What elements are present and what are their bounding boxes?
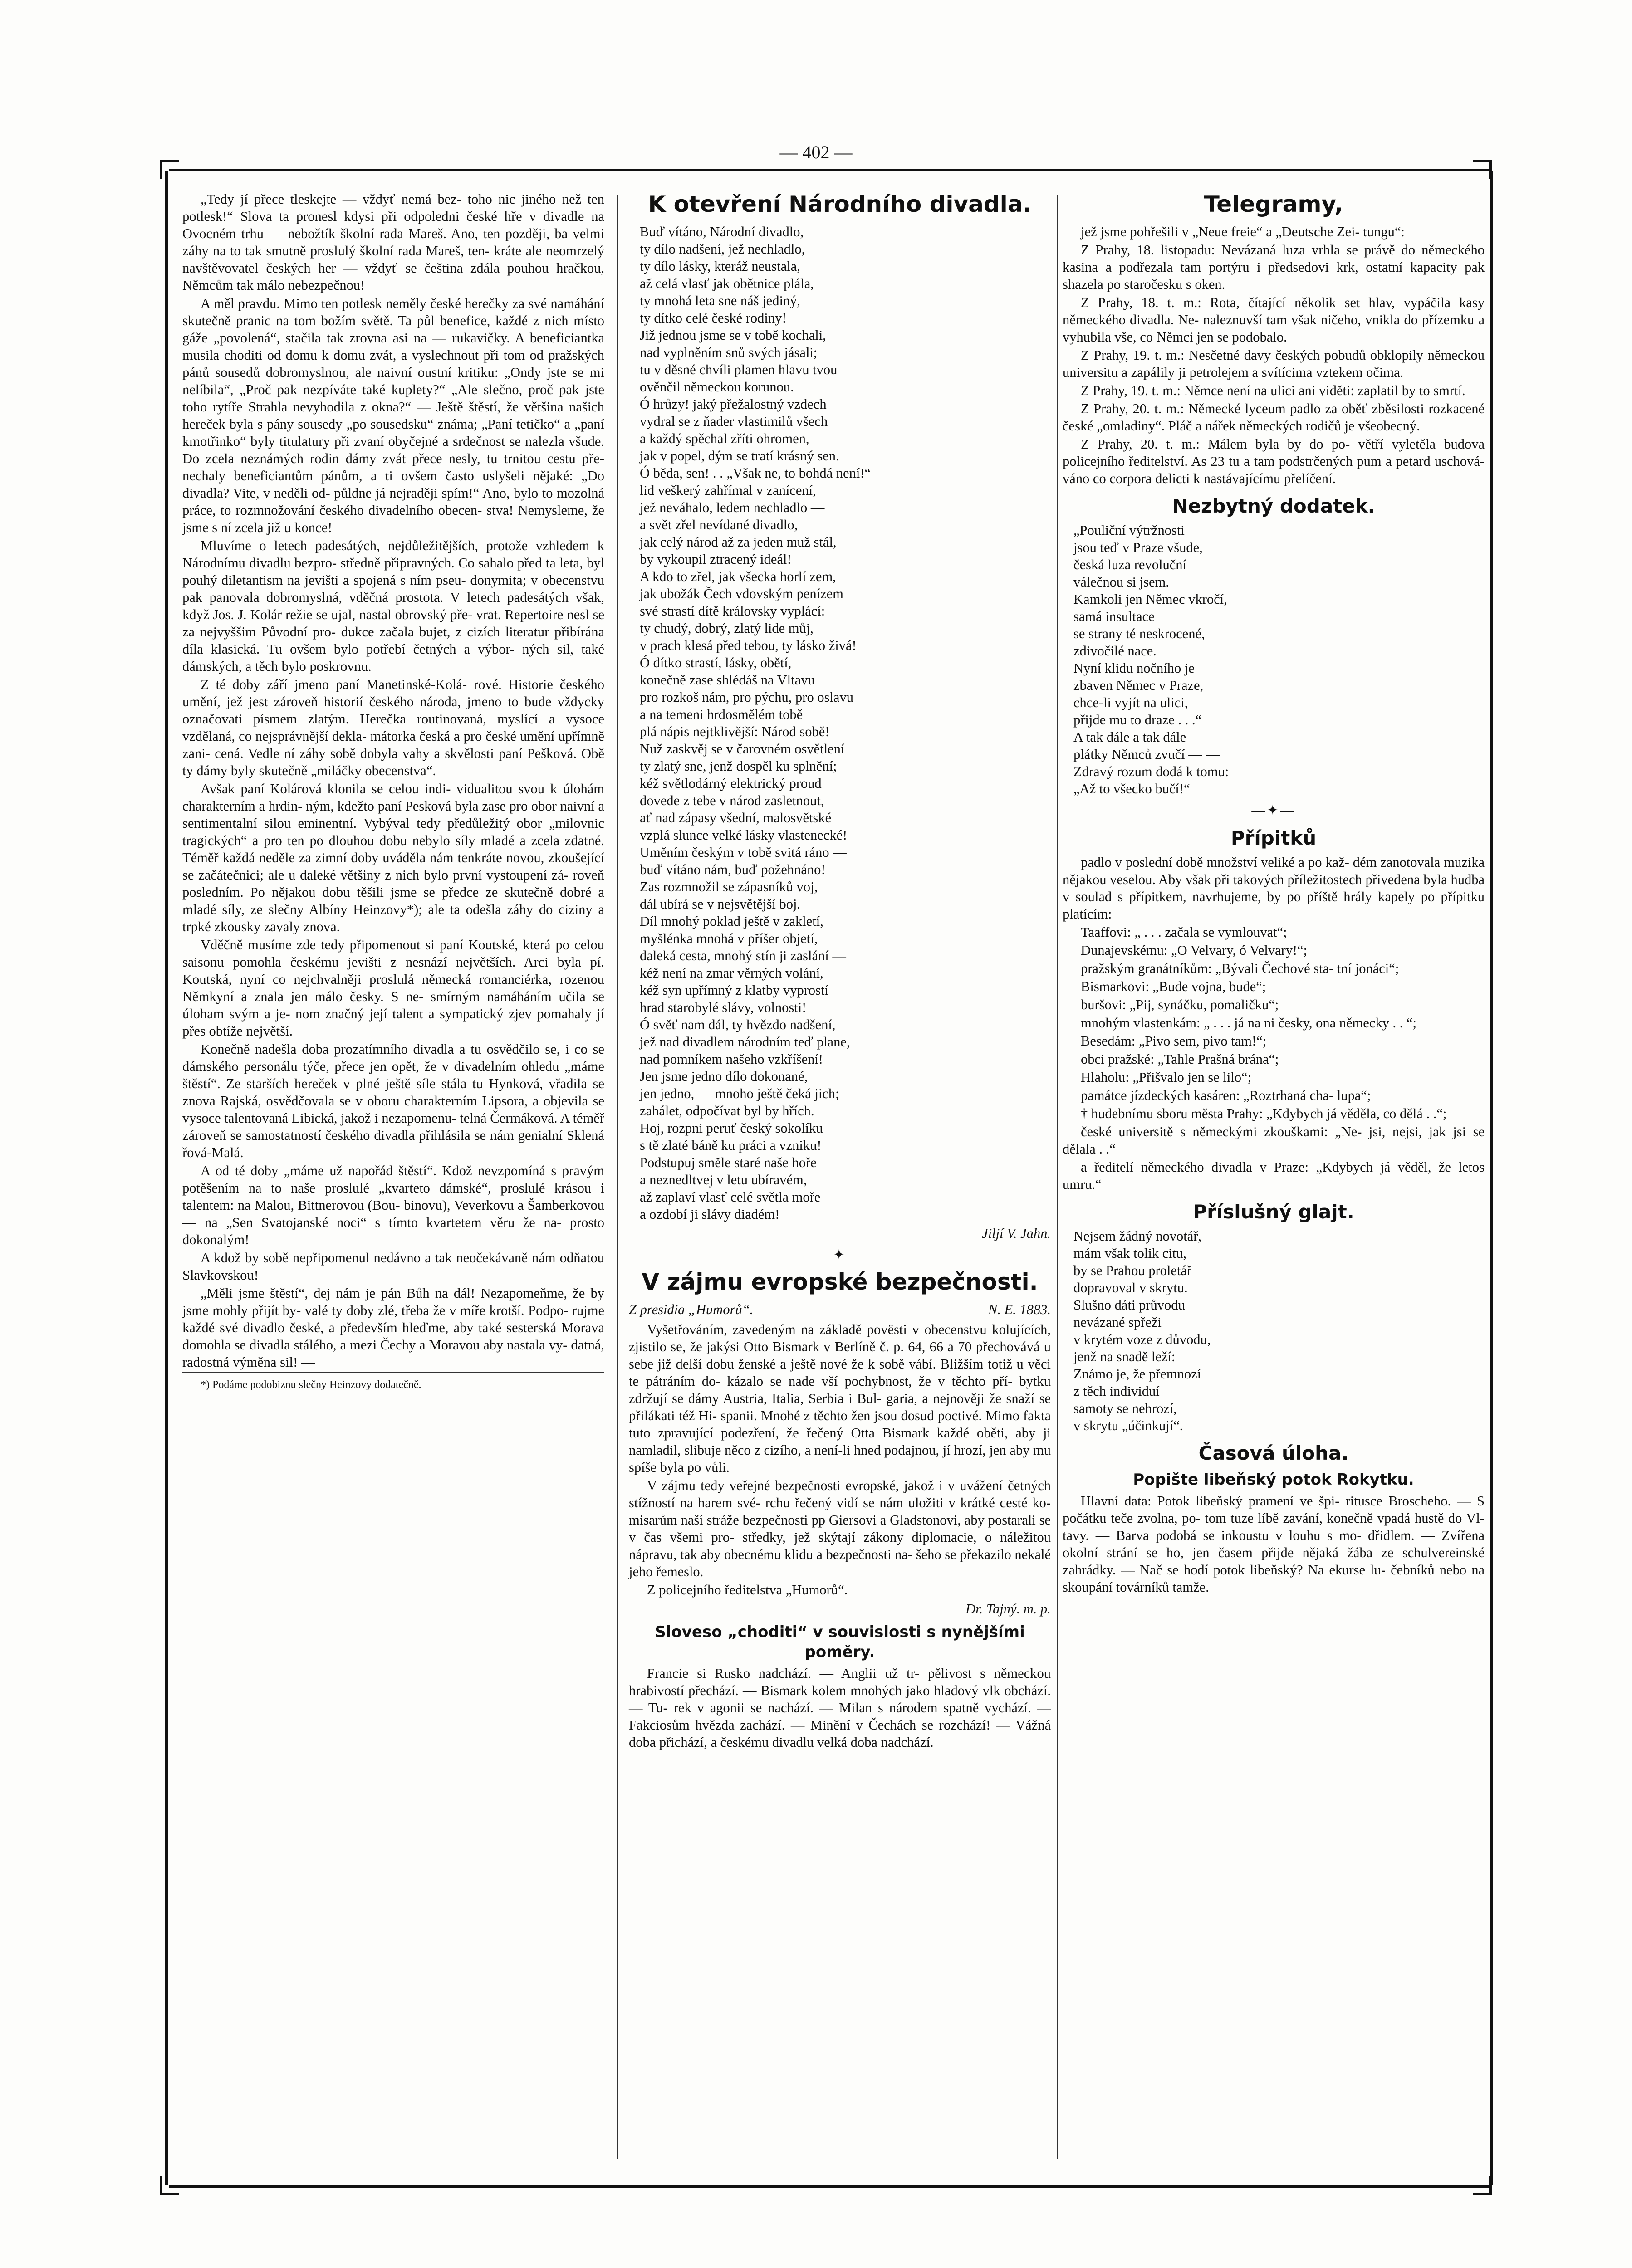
frame-corner-ornament	[160, 160, 179, 179]
article-paragraph: „Tedy jí přece tleskejte — vždyť nemá bez- toho nic jiného než ten potlesk!“ Slova ta pronesl kdysi při odpoledni české hře v divadle na Ovocném trhu — nebožtík školní rada Mareš. Ano, ten později, ba velmi záhy na to tak smutně proslulý školní rada Mareš, ten- kráte ale neomrzelý navštěvovatel českých her — vždyť se čeština zdála pouhou hračkou, Němcům tak málo nebezpečnou!	[182, 191, 604, 293]
toast-item: obci pražské: „Tahle Prašná brána“;	[1081, 1051, 1279, 1067]
section-title: V zájmu evropské bezpečnosti.	[642, 1269, 1038, 1295]
article-paragraph: padlo v poslední době množství veliké a po kaž- dém zanotovala muzika nějakou veselou. Aby však při takových příležitostech přivedena byla hudba v soulad s přípitkem, navrhujeme, by po příště hrály kapely po přípitku platícím:	[1063, 855, 1485, 922]
toast-item: Taaffovi: „ . . . začala se vymlouvat“;	[1081, 924, 1287, 940]
article-paragraph: Vyšetřováním, zavedeným na základě povësti v obecenstvu kolujících, zjistilo se, že jakýsi Otto Bismark v Berlíně č. p. 64, 66 a 70 přechovává u sebe již delší dobu ženské a ještě nové že k sobě vábí. Bližším totiž u věci te pátráním do- kázalo se nade vší pochybnost, že v těchto pří- bytku zdržují se dámy Austria, Italia, Serbia i Bul- garia, a nejnověji že snaží se přilákati též Hi- spanii. Mnohé z těchto žen jsou dosud poctivé. Mimo fakta tuto zpravující podezření, že řečený Otta Bismark každé oběti, aby ji namladil, slibuje něco z cizího, a není-li hned podajnou, jí hrozí, jen aby mu spíše byla po vůli.	[629, 1322, 1051, 1475]
article-paragraph: „Měli jsme štěstí“, dej nám je pán Bůh na dál! Nezapomeňme, že by jsme mohly přijít by- valé ty doby zlé, třeba že v míře krotší. Podpo- rujme každé své divadlo české, a především hleďme, aby také sesterská Morava domohla se divadla stálého, a mezi Čechy a Moravou aby nastala vy- datná, radostná výměna sil! —	[182, 1286, 604, 1370]
column-divider	[1057, 195, 1058, 2159]
section-signature: Z policejního ředitelstva „Humorů“.	[647, 1582, 848, 1598]
column-divider	[617, 195, 618, 2159]
telegram-item: Z Prahy, 18. t. m.: Rota, čítající několik set hlav, vypáčila kasy německého divadla. Ne- naleznuvší tam však ničeho, vnikla do přízemku a vyhubila vše, co Němci jen se podobalo.	[1063, 295, 1485, 345]
article-paragraph: V zájmu tedy veřejné bezpečnosti evropské, jakož i v uvážení četných stížností na harem své- rchu řečený vidí se nám uložiti v krátké cesté ko- misarům naší stráže bezpečnosti pp Giersovi a Gladstonovi, aby postarali se v čas všemi pro- středky, jež skýtají zákony diplomacie, o náležitou nápravu, tak aby obecnému klidu a bezpečnosti na- šeho se překazilo nekalé jeho řemeslo.	[629, 1478, 1051, 1579]
section-title: Přípitků	[1230, 827, 1317, 849]
article-paragraph: Vděčně musíme zde tedy připomenout si paní Koutské, která po celou saisonu pomohla českému jevišti z nesnází největších. Arci byla pí. Koutská, nyní co nejchvalněji proslulá německá romanciérka, rozenou Němkyní a znala jen málo česky. S ne- smírným namáháním učila se úloham svým a je- nom značný její talent a sympatický zjev pomahaly jí přes obtíže největší.	[182, 937, 604, 1039]
toast-item: Hlaholu: „Přišvalo jen se lilo“;	[1081, 1070, 1252, 1085]
telegram-item: Z Prahy, 20. t. m.: Německé lyceum padlo za oběť zběsilosti rozkacené české „omladiny“. Pláč a nářek německých rodičů je všeobecný.	[1063, 401, 1485, 434]
frame-corner-ornament	[1473, 160, 1492, 179]
section-signer: Dr. Tajný. m. p.	[965, 1601, 1051, 1617]
frame-corner-ornament	[160, 2176, 179, 2195]
section-title: Příslušný glajt.	[1193, 1201, 1354, 1223]
article-paragraph: A od té doby „máme už napořád štěstí“. Kdož nevzpomíná s pravým potěšením na to naše proslulé „kvarteto dámské“, proslulé krásou i talentem: na Malou, Bittnerovou (Bou- binovu), Veverkovu a Šamberkovou — na „Sen Svatojanské noci“ s tímto kvartetem věru že na- prosto dokonalým!	[182, 1163, 604, 1247]
poem-body: Buď vítáno, Národní divadlo, ty dílo nadšení, jež nechladlo, ty dílo lásky, kteráž neustala, až celá vlasť jak obětnice plála, ty mnohá leta sne náš jediný, ty dítko celé české rodiny! Již jednou jsme se v tobě kochali, nad vyplněním snů svých jásali; tu v děsné chvíli plamen hlavu tvou ověnčil německou korunou. Ó hrůzy! jaký přežalostný vzdech vydral se z ňader vlastimilů všech a každý spěchal zříti ohromen, jak v popel, dým se tratí krásný sen. Ó běda, sen! . . „Však ne, to bohdá není!“ lid veškerý zahřímal v zanícení, jež neváhalo, ledem nechladlo — a svět zřel nevídané divadlo, jak celý národ až za jeden muž stál, by vykoupil ztracený ideál! A kdo to zřel, jak všecka horlí zem, jak ubožák Čech vdovským penízem své strastí dítě královsky vyplácí: ty chudý, dobrý, zlatý lide můj, v prach klesá před tebou, ty lásko živá! Ó dítko strastí, lásky, obětí, konečně zase shlédáš na Vltavu pro rozkoš nám, pro pýchu, pro oslavu a na temeni hrdosmělém tobě plá nápis nejtklivější: Národ sobě! Nuž zaskvěj se v čarovném osvětlení ty zlatý sne, jenž dospěl ku splnění; kéž světlodárný elektrický proud dovede z tebe v národ zasletnout, ať nad zápasy všední, malosvětské vzplá slunce velké lásky vlastenecké! Uměním českým v tobě svitá ráno — buď vítáno nám, buď požehnáno! Zas rozmnožil se zápasníků voj, dál ubírá se v nejsvětější boj. Díl mnohý poklad ještě v zakletí, myšlénka mnohá v příšer objetí, daleká cesta, mnohý stín ji zaslání — kéž není na zmar věrných volání, kéž syn upřímný z klatby vyprostí hrad starobylé slávy, volnosti! Ó svěť nam dál, ty hvězdo nadšení, jež nad divadlem národním teď plane, nad pomníkem našeho vzkříšení! Jen jsme jedno dílo dokonané, jen jedno, — mnoho ještě čeká jich; zahálet, odpočívat byl by hřích. Hoj, rozpni peruť český sokolíku s tě zlaté báně ku práci a vzniku! Podstupuj směle staré naše hoře a neznedltvej v letu ubíravém, až zaplaví vlasť celé světla moře a ozdobí ji slávy diadém!	[640, 224, 871, 1222]
section-number: N. E. 1883.	[988, 1302, 1051, 1317]
telegram-item: Z Prahy, 19. t. m.: Němce není na ulici ani viděti: zaplatil by to smrtí.	[1081, 383, 1465, 398]
toast-item: Besedám: „Pivo sem, pivo tam!“;	[1081, 1033, 1267, 1049]
footnote: *) Podáme podobiznu slečny Heinzovy dodatečně.	[182, 1372, 604, 1393]
telegram-item: Z Prahy, 19. t. m.: Nesčetné davy českých pobudů obklopily německou universitu a zapálily ji petrolejem a svítícima vztekem očima.	[1063, 347, 1485, 380]
poem-title: K otevření Národního divadla.	[648, 191, 1032, 217]
section-ornament: —✦—	[818, 1247, 862, 1262]
section-subtitle: Popište libeňský potok Rokytku.	[1133, 1471, 1414, 1489]
column-right	[1063, 191, 1485, 1597]
article-paragraph: Mluvíme o letech padesátých, nejdůležitějších, protože vzhledem k Národnímu divadlu bezpro- středně připravných. Co sahalo před ta leta, byl pouhý diletantism na jevišti a spojená s ním pseu- donymita; v obecenstvu pak panovala dobromyslná, vděčná prostota. V letech padesátých však, když Jos. J. Kolár režie se ujal, nastal obrovský pře- vrat. Repertoire nesl se za nejvyššim Původní pro- dukce začala bujet, z cizích literatur přibírána díla klasická. Tu ovšem bylo potřebí četných a výbor- ných sil, také dámských, a těch bylo poskrovnu.	[182, 538, 604, 674]
telegram-item: Z Prahy, 20. t. m.: Málem byla by do po- větří vyletěla budova policejního ředitelství. As 23 tu a tam podstrčených pum a petard uschová- váno co corpora delicti k nastávajícímu přelíčení.	[1063, 436, 1485, 486]
poem-author: Jiljí V. Jahn.	[982, 1226, 1051, 1241]
article-paragraph: Avšak paní Kolárová klonila se celou indi- vidualitou svou k úlohám charakterním a hrdin- ným, kdežto paní Pesková byla zase pro obor naivní a sentimentalní silou eminentní. Vybýval tedy předůležitý obor „milovnic tragických“ a pro ten po dlouhou dobu nebylo síly mladé a zcela zdatné. Téměř každá neděle za zimní doby uváděla nám tenkráte novou, zkoušející se začátečnici; ale u daleké většiny z nich bylo první vystoupení zá- roveň posledním. Po nějakou dobu těšili jsme se předce ze skutečně dobré a mladé síly, ze slečny Albíny Heinzovy*); ale ta odešla záhy do ciziny a trpké zkousky zavaly znova.	[182, 781, 604, 934]
toast-item: památce jízdeckých kasáren: „Roztrhaná cha- lupa“;	[1081, 1088, 1371, 1103]
toast-item: české universitě s německými zkouškami: „Ne- jsi, nejsi, jak jsi se dělala . .“	[1063, 1124, 1485, 1157]
article-paragraph: Z té doby září jmeno paní Manetinské-Kolá- rové. Historie českého umění, jež jest zároveň historií českého národa, jmeno to bude vždycky označovati písmem zlatým. Herečka routinovaná, myslící a vysoce vzdělaná, co nejsprávnější dekla- mátorka česká a pro české umění upřímně zani- cená. Vedle ní záhy sobě dobyla vahy a skvělosti paní Pešková. Obě ty dámy byly skutečně „miláčky obecenstva“.	[182, 677, 604, 778]
toast-item: Bismarkovi: „Bude vojna, bude“;	[1081, 979, 1266, 994]
section-title: Nezbytný dodatek.	[1172, 495, 1375, 517]
telegram-item: Z Prahy, 18. listopadu: Nevázaná luza vrhla se právě do německého kasina a podřezala tam portýru i předsedovi krk, ostatní kapacity pak shazela po staročesku s oken.	[1063, 242, 1485, 292]
frame-corner-ornament	[1473, 2176, 1492, 2195]
toast-item: mnohým vlastenkám: „ . . . já na ni česky, ona německy . . “;	[1081, 1015, 1416, 1031]
toast-item: † hudebnímu sboru města Prahy: „Kdybych já věděla, co dělá . .“;	[1081, 1106, 1447, 1121]
toast-item: Dunajevskému: „O Velvary, ó Velvary!“;	[1081, 943, 1308, 958]
column-middle	[629, 191, 1051, 1752]
toast-item: pražským granátníkům: „Bývali Čechové sta- tní jonáci“;	[1081, 961, 1399, 976]
poem-body: Nejsem žádný novotář, mám však tolik citu, by se Prahou proletář dopravoval v skrytu. Slušno dáti průvodu nevázané spřeži v krytém voze z důvodu, jenž na snadě leží: Známo je, že přemnozí z těch individuí samoty se nehrozí, v skrytu „účinkují“.	[1073, 1228, 1211, 1433]
column-left-article	[182, 191, 604, 1394]
section-from: Z presidia „Humorů“.	[629, 1302, 754, 1317]
page-number: — 402 —	[779, 142, 853, 162]
article-paragraph: Hlavní data: Potok libeňský pramení ve špi- ritusce Broscheho. — S počátku teče zvolna, po- tom tuze líbě zavání, konečně vpadá hustě do Vl- tavy. — Barva podobá se inkoustu v louhu s mo- dřidlem. — Zvířena okolní strání se ho, jen časem přijde nějaká žába ze schulvereinské zahrádky. — Nač se hodí potok libeňský? Na ekurse lu- čebníků nebo na skoupání továrníků tamže.	[1063, 1493, 1485, 1595]
article-paragraph: Francie si Rusko nadchází. — Anglii už tr- pělivost s německou hrabivostí přechází. — Bismark kolem mnohých jako hladový vlk obchází. — Tu- rek v agonii se nachází. — Milan s národem spatně vychází. — Fakciosům hvězda zachází. — Minění v Čechách se rozchází! — Vážná doba přichází, a českému divadlu velká doba nadchází.	[629, 1666, 1051, 1750]
section-dateline	[629, 1301, 1051, 1318]
poem-body: „Pouliční výtržnosti jsou teď v Praze všude, česká luza revoluční válečnou si jsem. Kamkoli jen Němec vkročí, samá insultace se strany té neskrocené, zdivočilé nace. Nyní klidu nočního je zbaven Němec v Praze, chce-li vyjít na ulici, přijde mu to draze . . .“ A tak dále a tak dále plátky Němců zvučí — — Zdravý rozum dodá k tomu: „Až to všecko bučí!“	[1073, 523, 1229, 797]
toast-item: buršovi: „Pij, synáčku, pomaličku“;	[1081, 997, 1279, 1012]
article-paragraph: Konečně nadešla doba prozatímního divadla a tu osvědčilo se, i co se dámského personálu týče, přece jen opět, že v divadelním ohledu „máme štěstí“. Ze starších hereček v plné ještě síle stála tu Hynková, vřadila se znova Rajská, osvědčovala se v oboru charakterním Lipsora, a objevila se vysoce talentovaná Libická, jakož i nezapomenu- telná Čermáková. A téměř zároveň se samostatností českého divadla přihlásila se nám genialní Sklená řová-Malá.	[182, 1041, 604, 1160]
telegram-intro: jež jsme pohřešili v „Neue freie“ a „Deutsche Zei- tungu“:	[1081, 224, 1405, 240]
section-title: Časová úloha.	[1198, 1442, 1349, 1464]
section-ornament: —✦—	[1251, 803, 1296, 818]
article-paragraph: A měl pravdu. Mimo ten potlesk neměly české herečky za své namáhání skutečně pranic na tom božím světě. Ta půl benefice, každé z nich místo gáže „povolená“, stačila tak zrovna asi na — rukavičky. A beneficiantka musila choditi od domu k domu zvát, a vyslechnout při tom od pražských pánů sousedů dobromyslnou, ale naivní oustní kritiku: „Ondy jste se mi nelíbila“, „Proč pak nezpíváte také kuplety?“ „Ale slečno, proč pak jste toho rytíře Strahla nevyhodila z okna?“ — Ještě štěstí, že většina našich hereček byla s pány sousedy „po sousedsku“ známa; „Paní tetičko“ a „paní kmotřinko“ byly titulatury při zvaní obyčejné a srdečnost se nalezla všude. Do zcela neznámých rodin dámy zvát přece nesly, tu trnitou cestu pře- nechaly beneficiantům pánům, a ti ovšem často uslyšeli nějaké: „Do divadla? Vite, v neděli od- půldne já nejraději spím!“ Ano, bylo to mozolná práce, to rozmnožování českého divadelního obecen- stva! Nemysleme, že jsme s ní zcela již u konce!	[182, 296, 604, 535]
article-paragraph: A kdož by sobě nepřipomenul nedávno a tak neočekávaně nám odňatou Slavkovskou!	[182, 1250, 604, 1283]
section-title: Telegramy,	[1204, 191, 1343, 217]
toast-item: a ředitelí německého divadla v Praze: „Kdybych já věděl, že letos umru.“	[1063, 1159, 1485, 1192]
section-title: Sloveso „choditi“ v souvislosti s nynějšími poměry.	[655, 1623, 1025, 1661]
